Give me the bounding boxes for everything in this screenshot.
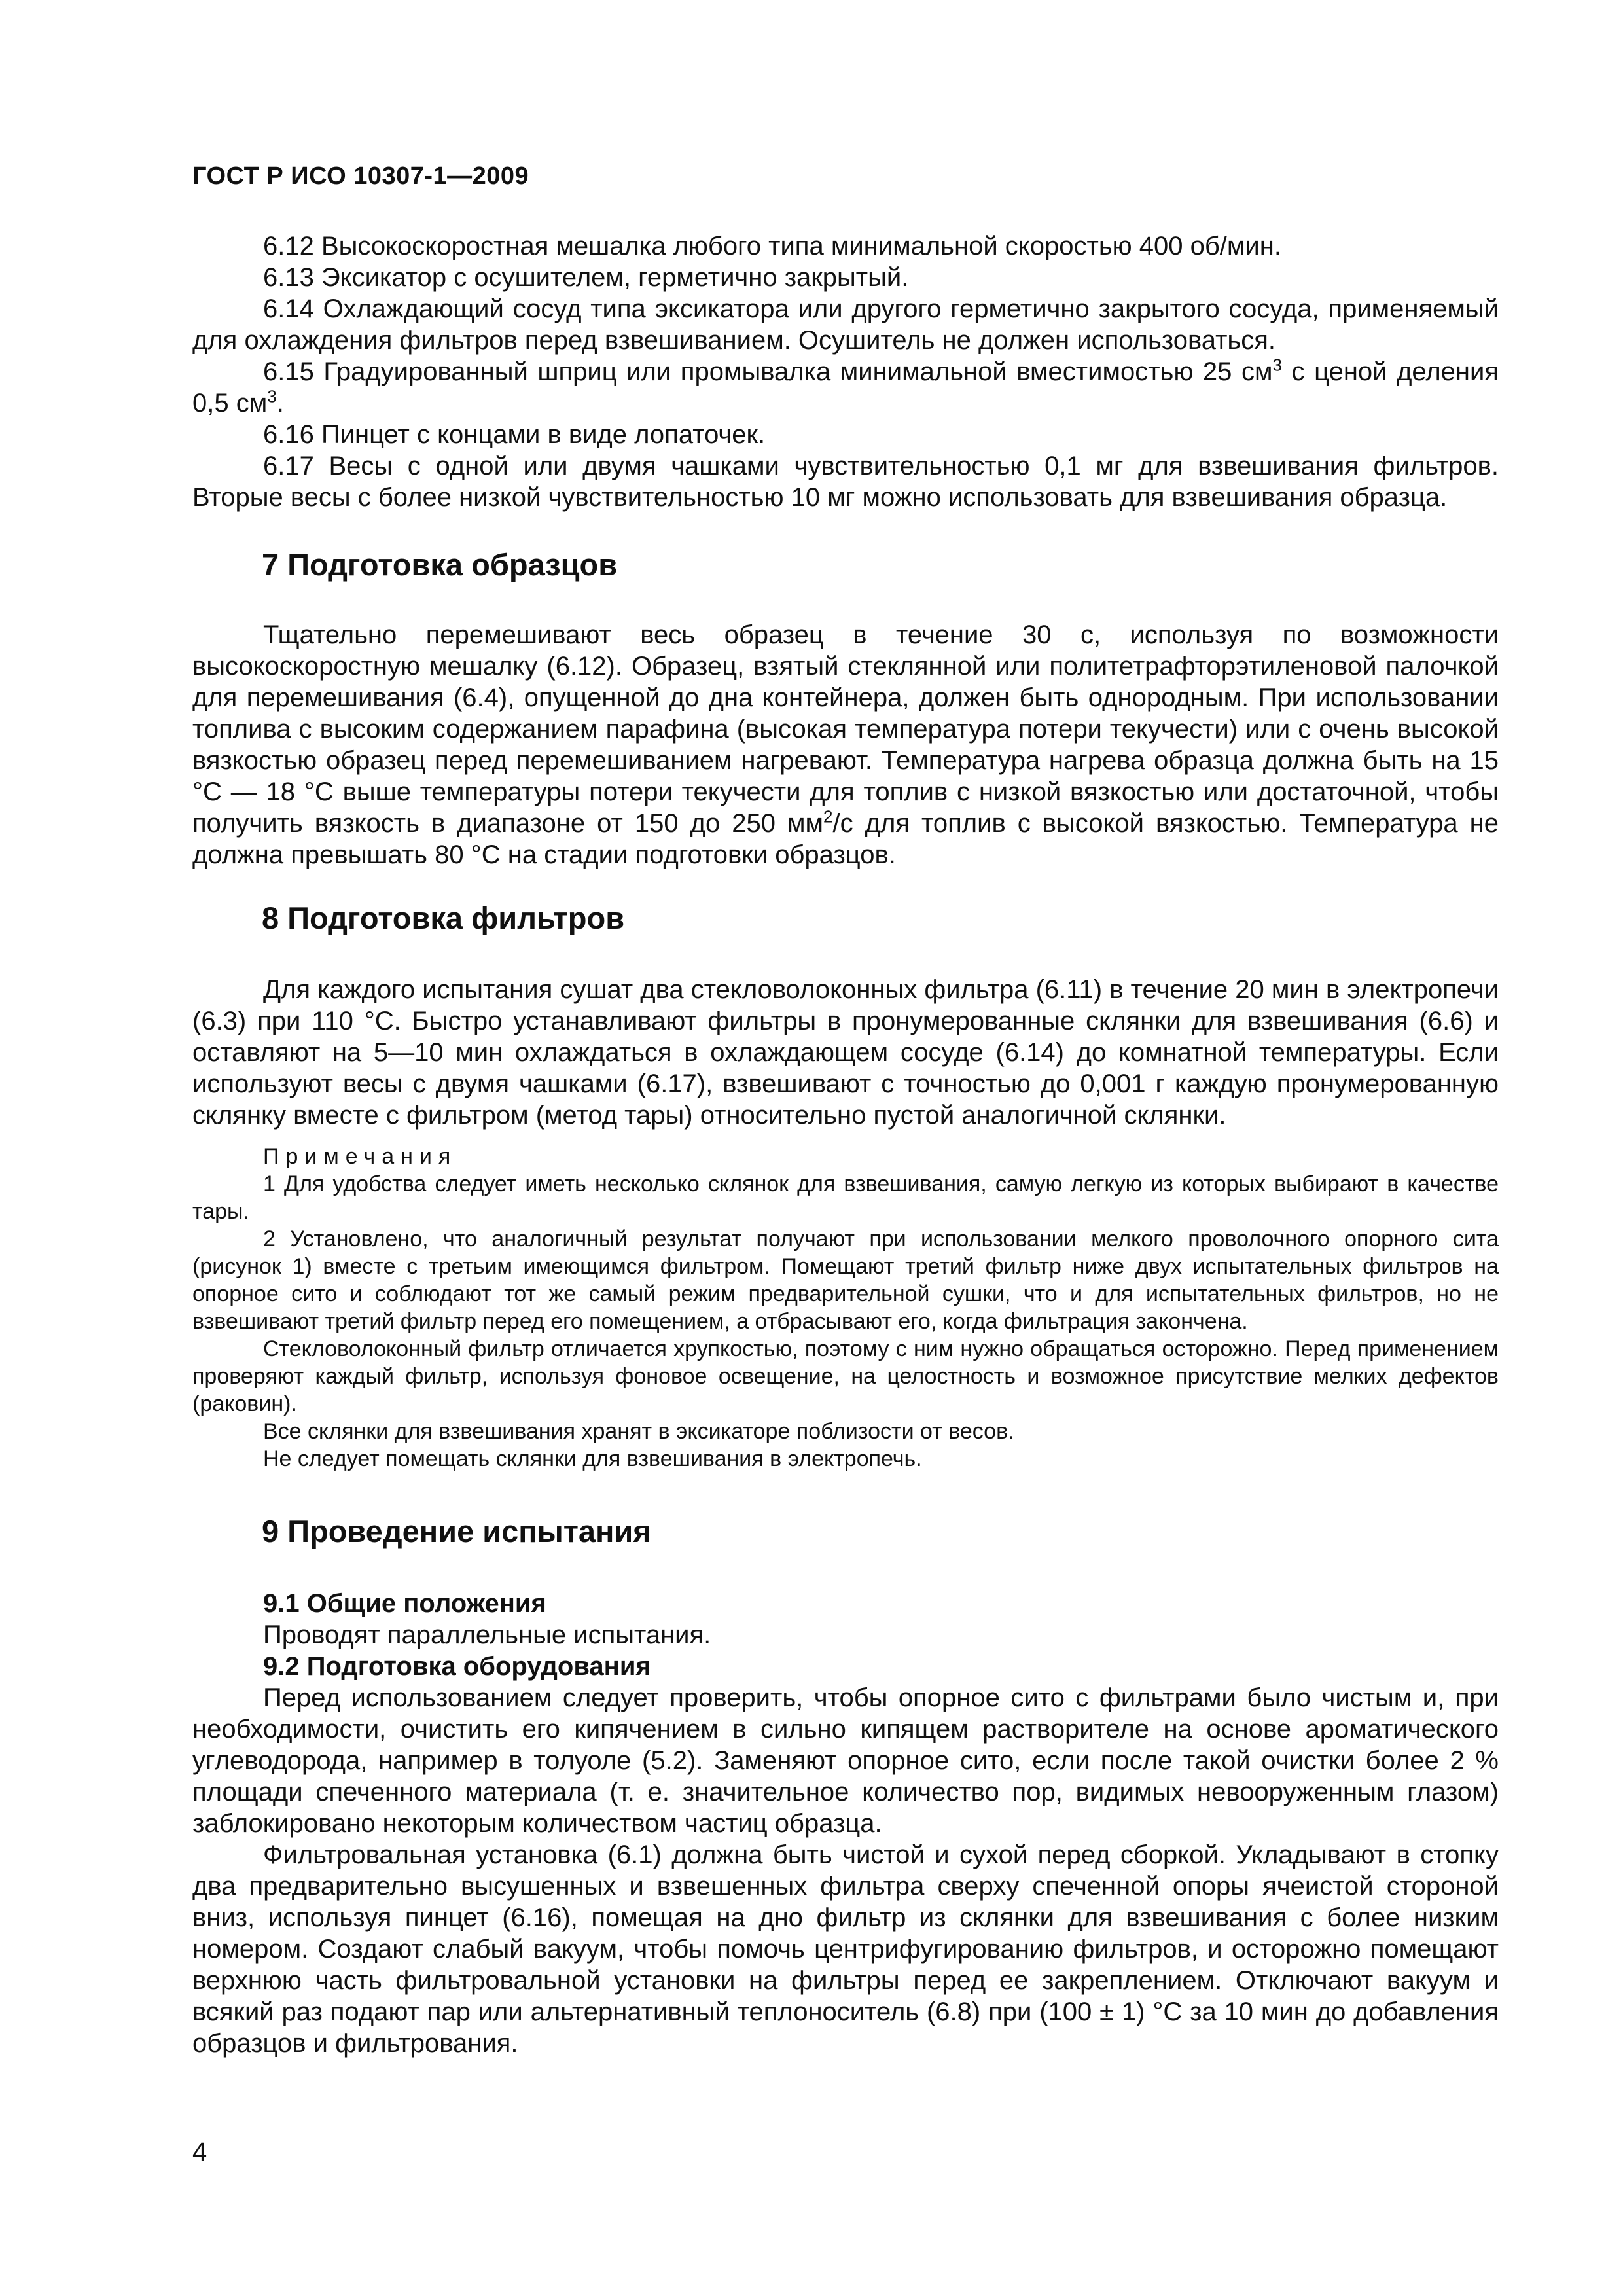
note-2-cont-c: Не следует помещать склянки для взвешивания в электропечь. (263, 1446, 922, 1471)
subsection-9-2-paragraph-2: Фильтровальная установка (6.1) должна быть чистой и сухой перед сборкой. Укладывают в стопку два предварительно высушенных и взвешенных фильтра сверху спеченной опоры ячеистой стороной вниз, используя пинцет (6.16), помещая на дно фильтр из склянки для взвешивания с более низким номером. Создают слабый вакуум, чтобы помочь центрифугированию фильтров, и осторожно помещают верхнюю часть фильтровальной установки на фильтры перед ее закреплением. Отключают вакуум и всякий раз подают пар или альтернативный теплоноситель (6.8) при (100 ± 1) °С за 10 мин до добавления образцов и фильтрования. (192, 1840, 1499, 2058)
item-6-17: 6.17 Весы с одной или двумя чашками чувствительностью 0,1 мг для взвешивания фильтров. Вторые весы с более низкой чувствительностью 10 мг можно использовать для взвешивания образца. (192, 452, 1499, 512)
page-number: 4 (192, 2138, 207, 2166)
standard-designation: ГОСТ Р ИСО 10307-1—2009 (192, 162, 529, 190)
note-2: 2 Установлено, что аналогичный результат получают при использовании мелкого проволочного опорного сита (рисунок 1) вместе с третьим имеющимся фильтром. Помещают третий фильтр ниже двух испытательных фильтров на опорное сито и соблюдают тот же самый режим предварительной сушки, что и для испытательных фильтров, но не взвешивают третий фильтр перед его помещением, а отбрасывают его, когда фильтрация закончена. (192, 1227, 1499, 1334)
section-9-body (192, 1588, 1499, 2059)
equipment-list (192, 230, 1499, 513)
note-2-cont-a: Стекловолоконный фильтр отличается хрупкостью, поэтому с ним нужно обращаться осторожно. Перед применением проверяют каждый фильтр, используя фоновое освещение, на целостность и возможное присутствие мелких дефектов (раковин). (192, 1336, 1499, 1416)
section-7-paragraph: Тщательно перемешивают весь образец в течение 30 с, используя по возможности высокоскоростную мешалку (6.12). Образец, взятый стеклянной или политетрафторэтиленовой палочкой для перемешивания (6.4), опущенной до дна контейнера, должен быть однородным. При использовании топлива с высоким содержанием парафина (высокая температура потери текучести) или с очень высокой вязкостью образец перед перемешиванием нагревают. Температура нагрева образца должна быть на 15 °С — 18 °С выше температуры потери текучести для топлив с низкой вязкостью или достаточной, чтобы получить вязкость в диапазоне от 150 до 250 $мм^2/с$ для топлив с высокой вязкостью. Температура не должна превышать 80 °С на стадии подготовки образцов. (192, 620, 1499, 869)
note-1: 1 Для удобства следует иметь несколько склянок для взвешивания, самую легкую из которых выбирают в качестве тары. (192, 1172, 1499, 1224)
section-8-notes (192, 1143, 1499, 1473)
subsection-9-1-title: 9.1 Общие положения (263, 1589, 546, 1618)
item-6-16: 6.16 Пинцет с концами в виде лопаточек. (263, 420, 766, 449)
item-6-13: 6.13 Эксикатор с осушителем, герметично закрытый. (263, 263, 909, 292)
section-8-title: 8 Подготовка фильтров (262, 901, 625, 935)
section-9-title: 9 Проведение испытания (262, 1514, 651, 1549)
subsection-9-2-paragraph-1: Перед использованием следует проверить, чтобы опорное сито с фильтрами было чистым и, при необходимости, очистить его кипячением в сильно кипящем растворителе на основе ароматического углеводорода, например в толуоле (5.2). Заменяют опорное сито, если после такой очистки более 2 % площади спеченного материала (т. е. значительное количество пор, видимых невооруженным глазом) заблокировано некоторым количеством частиц образца. (192, 1683, 1499, 1838)
section-8-paragraph: Для каждого испытания сушат два стекловолоконных фильтра (6.11) в течение 20 мин в электропечи (6.3) при 110 °С. Быстро устанавливают фильтры в пронумерованные склянки для взвешивания (6.6) и оставляют на 5—10 мин охлаждаться в охлаждающем сосуде (6.14) до комнатной температуры. Если используют весы с двумя чашками (6.17), взвешивают с точностью до 0,001 г каждую пронумерованную склянку вместе с фильтром (метод тары) относительно пустой аналогичной склянки. (192, 975, 1499, 1130)
item-6-14: 6.14 Охлаждающий сосуд типа эксикатора или другого герметично закрытого сосуда, применяемый для охлаждения фильтров перед взвешиванием. Осушитель не должен использоваться. (192, 295, 1499, 355)
item-6-12: 6.12 Высокоскоростная мешалка любого типа минимальной скоростью 400 об/мин. (263, 232, 1281, 260)
subsection-9-1-text: Проводят параллельные испытания. (263, 1621, 711, 1649)
section-7-title: 7 Подготовка образцов (262, 547, 618, 582)
section-7-body (192, 619, 1499, 870)
note-2-cont-b: Все склянки для взвешивания хранят в эксикаторе поблизости от весов. (263, 1419, 1014, 1444)
section-8-body (192, 974, 1499, 1131)
subsection-9-2-title: 9.2 Подготовка оборудования (263, 1652, 651, 1681)
item-6-15: 6.15 Градуированный шприц или промывалка минимальной вместимостью 25 $см^3$ с ценой деления 0,5 $см^3$. (192, 355, 1499, 418)
notes-heading: Примечания (263, 1144, 457, 1169)
